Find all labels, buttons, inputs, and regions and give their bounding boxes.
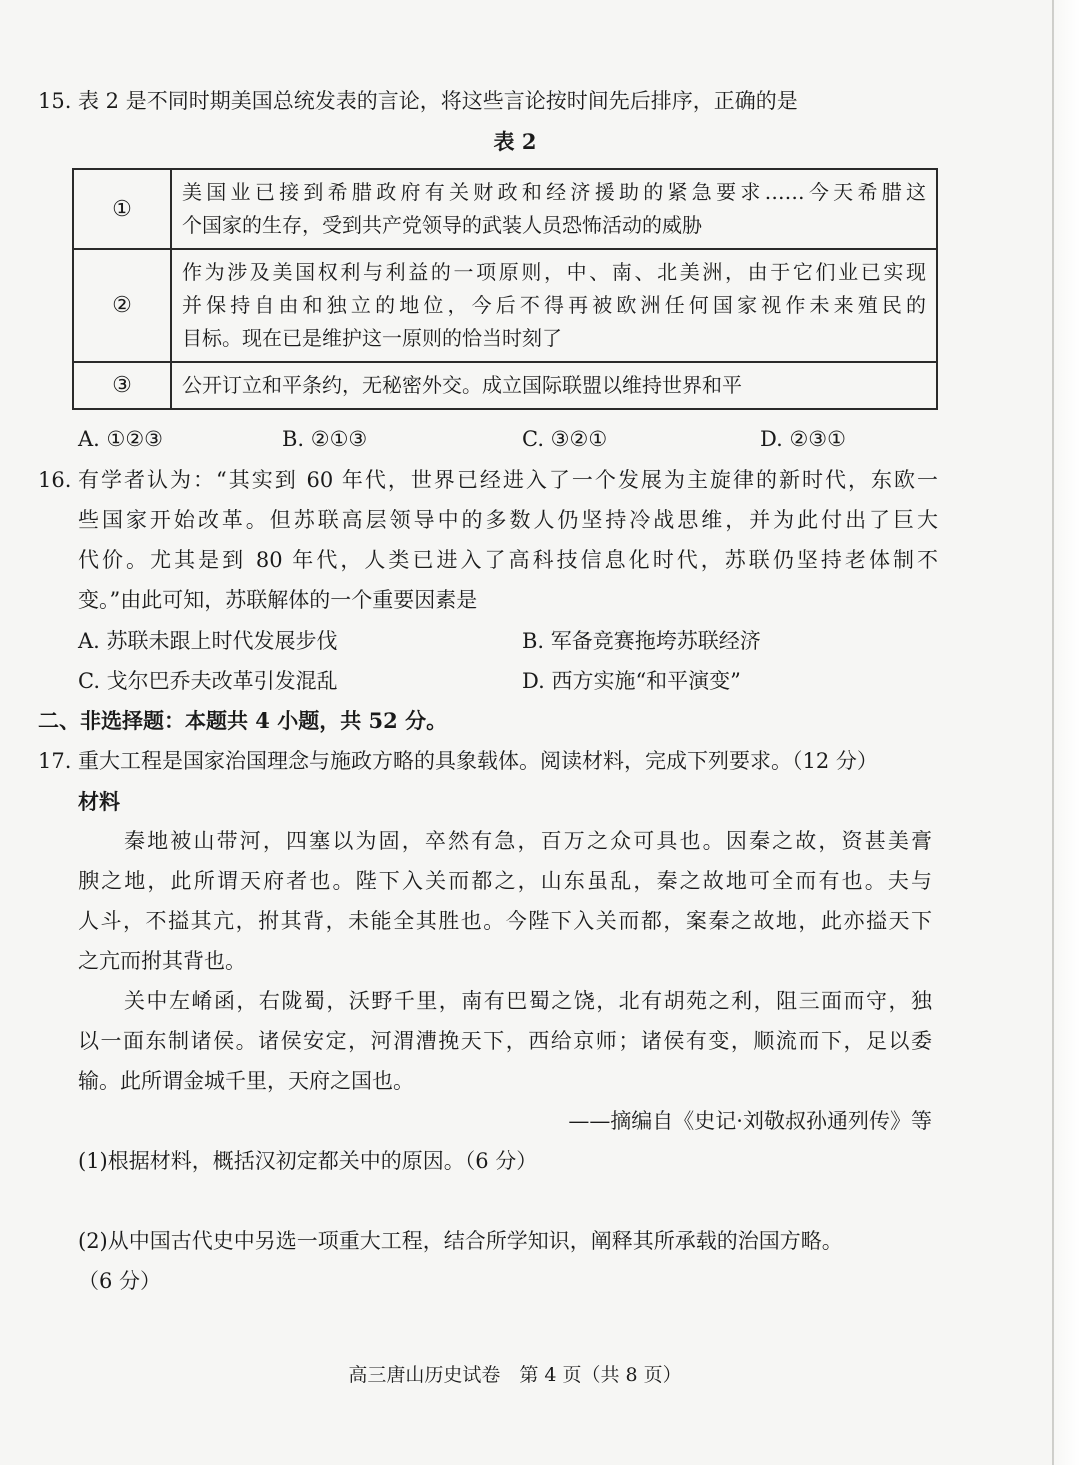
row-text-line: 美国业已接到希腊政府有关财政和经济援助的紧急要求……今天希腊这 <box>182 180 926 204</box>
row-text-line: 目标。现在已是维护这一原则的恰当时刻了 <box>182 326 562 350</box>
q15-option-c[interactable]: C. ③②① <box>522 427 608 451</box>
q15-stem: 表 2 是不同时期美国总统发表的言论，将这些言论按时间先后排序，正确的是 <box>78 89 798 113</box>
q16-option-d[interactable]: D. 西方实施“和平演变” <box>522 669 741 693</box>
row-text-line: 个国家的生存，受到共产党领导的武装人员恐怖活动的威胁 <box>182 213 702 237</box>
q17-stem: 重大工程是国家治国理念与施政方略的具象载体。阅读材料，完成下列要求。（12 分） <box>78 749 878 773</box>
q16-stem-line: 有学者认为：“其实到 60 年代，世界已经进入了一个发展为主旋律的新时代，东欧一 <box>78 468 938 492</box>
material-line: 以一面东制诸侯。诸侯安定，河渭漕挽天下，西给京师；诸侯有变，顺流而下，足以委 <box>78 1029 932 1053</box>
row-number: ② <box>73 249 171 362</box>
material-line: 之亢而拊其背也。 <box>78 949 246 973</box>
material-line: 人斗，不搤其亢，拊其背，未能全其胜也。今陛下入关而都，案秦之故地，此亦搤天下 <box>78 909 932 933</box>
page-footer: 高三唐山历史试卷 第 4 页（共 8 页） <box>348 1364 682 1386</box>
q16-option-b[interactable]: B. 军备竞赛拖垮苏联经济 <box>522 629 761 653</box>
q17-sub2-points: （6 分） <box>78 1269 162 1293</box>
row-number: ① <box>73 169 171 249</box>
material-line: 输。此所谓金城千里，天府之国也。 <box>78 1069 414 1093</box>
q15-option-a[interactable]: A. ①②③ <box>78 427 163 451</box>
row-text-line: 并保持自由和独立的地位，今后不得再被欧洲任何国家视作未来殖民的 <box>182 293 926 317</box>
q16-stem-line: 些国家开始改革。但苏联高层领导中的多数人仍坚持冷战思维，并为此付出了巨大 <box>78 508 938 532</box>
statements-table <box>72 168 938 410</box>
material-source: ——摘编自《史记·刘敬叔孙通列传》等 <box>568 1109 932 1133</box>
material-line: 关中左崤函，右陇蜀，沃野千里，南有巴蜀之饶，北有胡苑之利，阻三面而守，独 <box>124 989 932 1013</box>
q16-stem-line: 代价。尤其是到 80 年代，人类已进入了高科技信息化时代，苏联仍坚持老体制不 <box>78 548 938 572</box>
q17-sub1: (1)根据材料，概括汉初定都关中的原因。（6 分） <box>78 1149 538 1173</box>
row-text <box>171 362 937 409</box>
table-row <box>73 169 937 249</box>
q16-option-a[interactable]: A. 苏联未跟上时代发展步伐 <box>78 629 338 653</box>
q17-sub2: (2)从中国古代史中另选一项重大工程，结合所学知识，阐释其所承载的治国方略。 <box>78 1229 843 1253</box>
q15-option-d[interactable]: D. ②③① <box>760 427 846 451</box>
q15-number: 15. <box>38 89 72 113</box>
q16-stem-line: 变。”由此可知，苏联解体的一个重要因素是 <box>78 588 478 612</box>
section-heading: 二、非选择题：本题共 4 小题，共 52 分。 <box>38 708 448 733</box>
q16-option-c[interactable]: C. 戈尔巴乔夫改革引发混乱 <box>78 669 338 693</box>
table-row <box>73 362 937 409</box>
row-text-line: 公开订立和平条约，无秘密外交。成立国际联盟以维持世界和平 <box>182 373 742 397</box>
q16-number: 16. <box>38 468 72 492</box>
row-number: ③ <box>73 362 171 409</box>
row-text <box>171 249 937 362</box>
table-title: 表 2 <box>493 129 537 154</box>
paper-edge-shadow <box>1050 0 1080 1465</box>
row-text-line: 作为涉及美国权利与利益的一项原则，中、南、北美洲，由于它们业已实现 <box>182 260 926 284</box>
q17-number: 17. <box>38 749 72 773</box>
row-text <box>171 169 937 249</box>
material-line: 腴之地，此所谓天府者也。陛下入关而都之，山东虽乱，秦之故地可全而有也。夫与 <box>78 869 932 893</box>
material-label: 材料 <box>78 789 120 814</box>
q15-option-b[interactable]: B. ②①③ <box>282 427 368 451</box>
material-line: 秦地被山带河，四塞以为固，卒然有急，百万之众可具也。因秦之故，资甚美膏 <box>124 829 932 853</box>
table-row <box>73 249 937 362</box>
